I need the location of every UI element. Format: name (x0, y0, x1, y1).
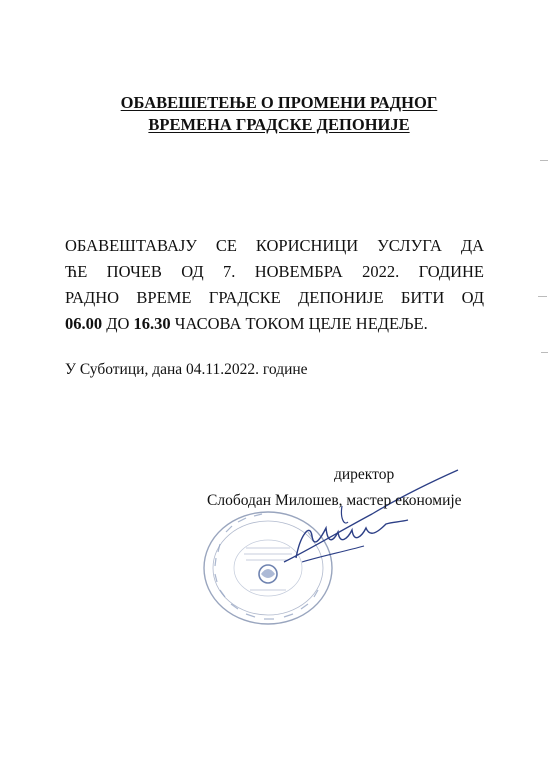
scan-mark (540, 160, 548, 161)
signer-role: директор (334, 466, 395, 483)
title-line-1: ОБАВЕШЕТЕЊЕ О ПРОМЕНИ РАДНОГ (120, 93, 438, 112)
signer-name: Слободан Милошев, мастер економије (207, 492, 462, 509)
time-from: 06.00 (65, 314, 103, 333)
body-line-2: ЋЕ ПОЧЕВ ОД 7. НОВЕМБРА 2022. ГОДИНЕ (65, 262, 484, 281)
body-line-3: РАДНО ВРЕМЕ ГРАДСКЕ ДЕПОНИЈЕ БИТИ ОД (65, 288, 484, 307)
document-title (0, 92, 558, 136)
body-line-4 (65, 311, 484, 337)
word-do: ДО (102, 314, 134, 333)
time-to: 16.30 (133, 314, 171, 333)
body-line-1: ОБАВЕШТАВАЈУ СЕ КОРИСНИЦИ УСЛУГА ДА (65, 236, 484, 255)
place-date: У Суботици, дана 04.11.2022. године (65, 361, 308, 378)
scan-mark (541, 352, 548, 353)
notice-body (65, 233, 484, 337)
title-line-2: ВРЕМЕНА ГРАДСКЕ ДЕПОНИЈЕ (148, 115, 410, 134)
body-line-4-rest: ЧАСОВА ТОКОМ ЦЕЛЕ НЕДЕЉЕ. (170, 314, 428, 333)
scan-mark (538, 296, 547, 297)
